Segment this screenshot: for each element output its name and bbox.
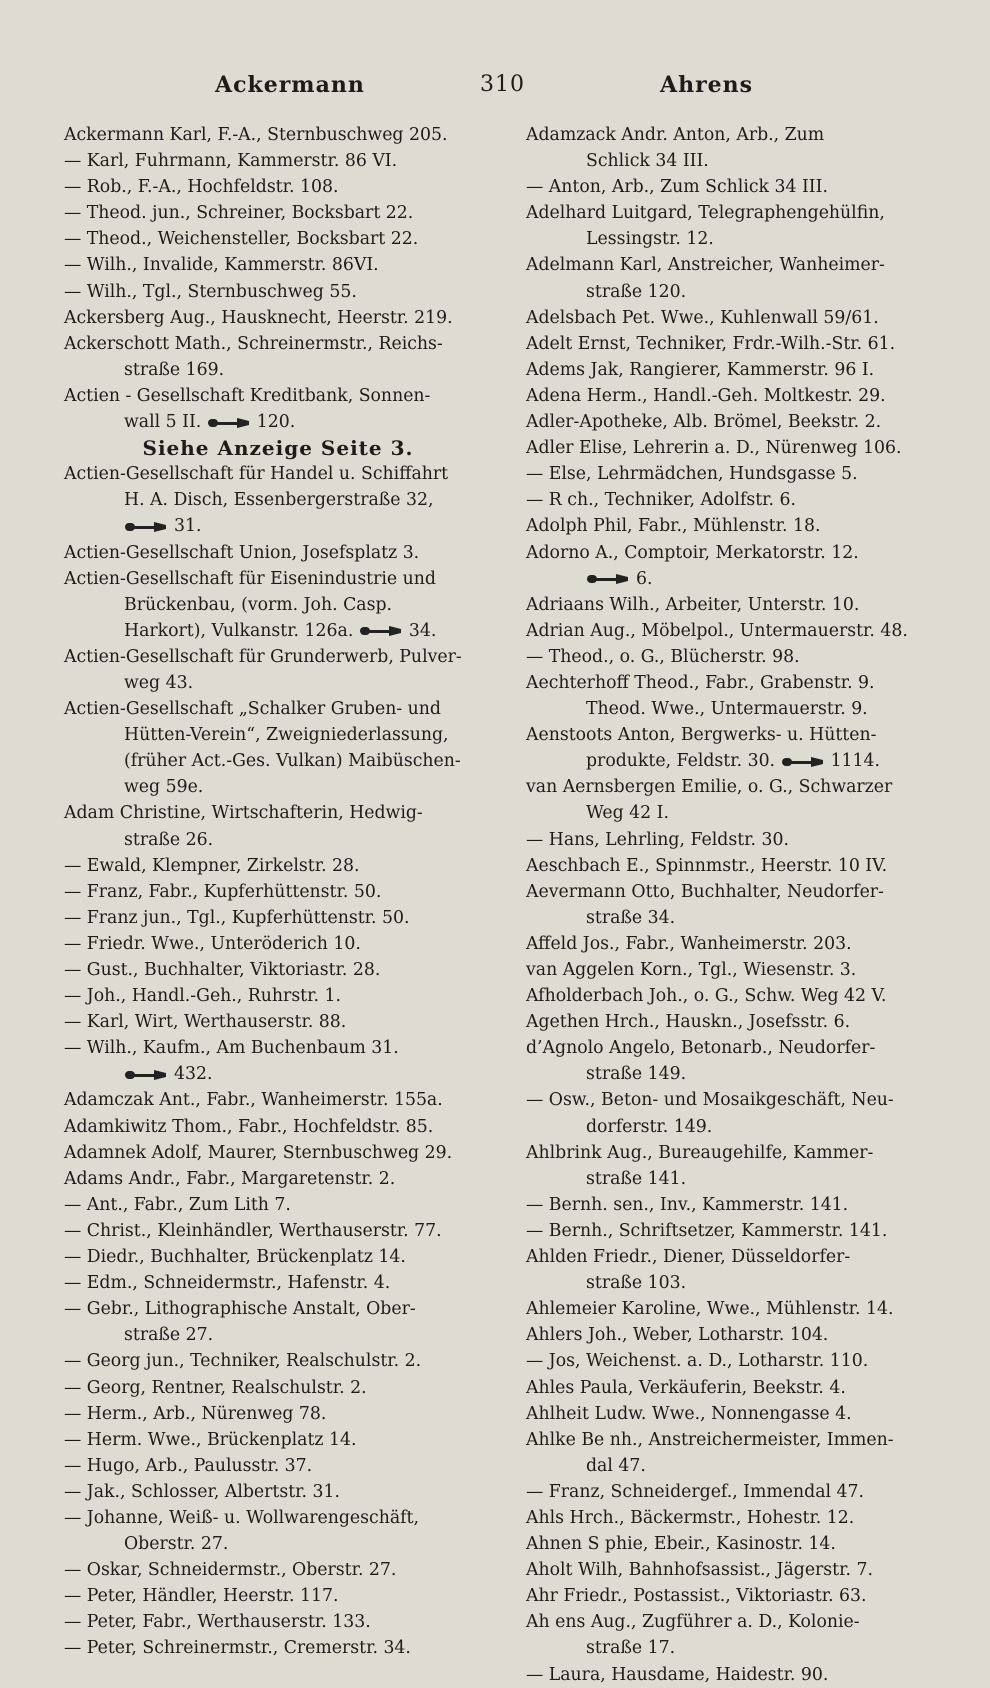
- directory-entry: [526, 1635, 954, 1661]
- directory-entry: [64, 592, 492, 618]
- directory-entry: [64, 1140, 492, 1166]
- directory-entry: [526, 148, 954, 174]
- directory-entry: [64, 1087, 492, 1113]
- directory-entry: [64, 540, 492, 566]
- entry-text: — Laura, Hausdame, Haidestr. 90.: [526, 1664, 829, 1685]
- directory-entry: [526, 409, 954, 435]
- entry-text: Harkort), Vulkanstr. 126a.: [124, 620, 354, 641]
- directory-entry: [64, 279, 492, 305]
- entry-text: Adler-Apotheke, Alb. Brömel, Beekstr. 2.: [526, 412, 882, 433]
- directory-entry: [64, 305, 492, 331]
- entry-text: — Theod., Weichensteller, Bocksbart 22.: [64, 229, 419, 250]
- directory-entry: [526, 122, 954, 148]
- directory-entry: [64, 722, 492, 748]
- directory-entry: [64, 148, 492, 174]
- directory-entry: [526, 853, 954, 879]
- entry-text: — Friedr. Wwe., Unteröderich 10.: [64, 933, 361, 954]
- entry-text: Adamkiwitz Thom., Fabr., Hochfeldstr. 85.: [64, 1116, 434, 1137]
- entry-text: dal 47.: [586, 1455, 646, 1476]
- directory-entry: [64, 1296, 492, 1322]
- directory-entry: [526, 200, 954, 226]
- entry-text: — Franz, Fabr., Kupferhüttenstr. 50.: [64, 881, 382, 902]
- entry-text: — Franz, Schneidergef., Immendal 47.: [526, 1481, 865, 1502]
- directory-entry: [526, 1348, 954, 1374]
- directory-entry: [526, 174, 954, 200]
- directory-entry: [64, 1531, 492, 1557]
- phone-number: 1114.: [830, 751, 881, 772]
- phone-number: 31.: [174, 516, 202, 537]
- directory-entry: [526, 1244, 954, 1270]
- page-number: 310: [480, 72, 525, 97]
- directory-entry: [64, 331, 492, 357]
- entry-text: Ahles Paula, Verkäuferin, Beekstr. 4.: [526, 1377, 846, 1398]
- entry-text: Ackermann Karl, F.-A., Sternbuschweg 205.: [64, 125, 448, 145]
- directory-entry: [526, 383, 954, 409]
- entry-text: Adler Elise, Lehrerin a. D., Nürenweg 106.: [526, 438, 902, 459]
- directory-entry: [64, 409, 492, 435]
- entry-text: — Peter, Händler, Heerstr. 117.: [64, 1586, 339, 1607]
- directory-entry: [526, 1009, 954, 1035]
- directory-entry: [64, 1348, 492, 1374]
- entry-text: — Jos, Weichenst. a. D., Lotharstr. 110.: [526, 1351, 869, 1372]
- entry-text: Ackerschott Math., Schreinermstr., Reichs-: [64, 333, 443, 354]
- directory-entry: [526, 592, 954, 618]
- directory-entry: [64, 1375, 492, 1401]
- entry-text: Agethen Hrch., Hauskn., Josefsstr. 6.: [526, 1012, 851, 1033]
- phone-number: 34.: [408, 620, 437, 641]
- directory-entry: [526, 618, 954, 644]
- entry-text: dorferstr. 149.: [586, 1116, 713, 1137]
- directory-entry: [526, 1453, 954, 1479]
- directory-entry: [526, 1479, 954, 1505]
- directory-entry: [64, 1218, 492, 1244]
- entry-text: Actien - Gesellschaft Kreditbank, Sonnen-: [64, 385, 431, 406]
- directory-entry: [526, 1166, 954, 1192]
- entry-text: van Aernsbergen Emilie, o. G., Schwarzer: [526, 777, 893, 798]
- entry-text: Actien-Gesellschaft Union, Josefsplatz 3.: [64, 542, 420, 563]
- directory-entry: [64, 1557, 492, 1583]
- directory-entry: [64, 957, 492, 983]
- entry-text: — Else, Lehrmädchen, Hundsgasse 5.: [526, 464, 858, 485]
- directory-entry: [526, 513, 954, 539]
- directory-entry: [526, 279, 954, 305]
- entry-text: — Oskar, Schneidermstr., Oberstr. 27.: [64, 1560, 397, 1581]
- entry-text: — Gebr., Lithographische Anstalt, Ober-: [64, 1299, 416, 1320]
- entry-text: — Ewald, Klempner, Zirkelstr. 28.: [64, 855, 360, 876]
- entry-text: H. A. Disch, Essenbergerstraße 32,: [124, 490, 434, 511]
- directory-entry: [64, 1453, 492, 1479]
- directory-entry: [64, 226, 492, 252]
- directory-entry: [526, 1035, 954, 1061]
- entry-text: Ahlers Joh., Weber, Lotharstr. 104.: [526, 1325, 829, 1346]
- entry-text: — Anton, Arb., Zum Schlick 34 III.: [526, 177, 828, 198]
- entry-text: Theod. Wwe., Untermauerstr. 9.: [586, 699, 868, 720]
- entry-text: straße 34.: [586, 907, 676, 928]
- directory-entry: [64, 1609, 492, 1635]
- directory-entry: [526, 566, 954, 592]
- directory-entry: [64, 1166, 492, 1192]
- phone-number: 432.: [174, 1064, 213, 1085]
- entry-text: Actien-Gesellschaft für Handel u. Schiffahrt: [64, 464, 449, 485]
- directory-entry: [526, 1296, 954, 1322]
- entry-text: — Herm., Arb., Nürenweg 78.: [64, 1403, 327, 1424]
- directory-entry: [64, 1270, 492, 1296]
- directory-entry: [64, 1583, 492, 1609]
- telephone-icon: [781, 755, 825, 769]
- entry-text: — Edm., Schneidermstr., Hafenstr. 4.: [64, 1273, 391, 1294]
- entry-text: Adems Jak, Rangierer, Kammerstr. 96 I.: [526, 359, 875, 380]
- directory-entry: [526, 644, 954, 670]
- directory-entry: [64, 879, 492, 905]
- directory-entry: [64, 252, 492, 278]
- directory-entry: [526, 827, 954, 853]
- entry-text: Ahls Hrch., Bäckermstr., Hohestr. 12.: [526, 1507, 855, 1528]
- directory-entry: [526, 1531, 954, 1557]
- entry-text: Adolph Phil, Fabr., Mühlenstr. 18.: [526, 516, 821, 537]
- directory-entry: [64, 644, 492, 670]
- telephone-icon: [124, 520, 168, 534]
- entry-text: Schlick 34 III.: [586, 151, 709, 172]
- entry-text: — Johanne, Weiß- u. Wollwarengeschäft,: [64, 1507, 419, 1528]
- telephone-icon: [586, 572, 630, 586]
- entry-text: Afholderbach Joh., o. G., Schw. Weg 42 V.: [526, 986, 887, 1007]
- entry-text: straße 120.: [586, 281, 687, 302]
- entry-text: Affeld Jos., Fabr., Wanheimerstr. 203.: [526, 933, 852, 954]
- entry-text: Ackersberg Aug., Hausknecht, Heerstr. 219.: [64, 307, 453, 328]
- entry-text: Adams Andr., Fabr., Margaretenstr. 2.: [64, 1168, 396, 1189]
- directory-entry: [64, 800, 492, 826]
- advert-reference: [64, 435, 492, 461]
- entry-text: Weg 42 I.: [586, 803, 669, 824]
- telephone-icon: [359, 624, 403, 638]
- directory-entry: [64, 383, 492, 409]
- entry-text: Adam Christine, Wirtschafterin, Hedwig-: [64, 803, 423, 824]
- entry-text: Adamczak Ant., Fabr., Wanheimerstr. 155a.: [64, 1090, 443, 1111]
- entry-text: — Hans, Lehrling, Feldstr. 30.: [526, 829, 789, 850]
- directory-entry: [526, 1270, 954, 1296]
- directory-entry: [526, 435, 954, 461]
- entry-text: Ahlheit Ludw. Wwe., Nonnengasse 4.: [526, 1403, 852, 1424]
- running-header-left: Ackermann: [215, 72, 365, 98]
- directory-entry: [64, 357, 492, 383]
- directory-entry: [526, 1609, 954, 1635]
- directory-entry: [64, 1322, 492, 1348]
- entry-text: Adelt Ernst, Techniker, Frdr.-Wilh.-Str. 61.: [526, 333, 896, 354]
- directory-entry: [526, 1583, 954, 1609]
- directory-entry: [64, 122, 492, 148]
- directory-entry: [64, 1427, 492, 1453]
- entry-text: — R ch., Techniker, Adolfstr. 6.: [526, 490, 797, 511]
- entry-text: Actien-Gesellschaft „Schalker Gruben- und: [64, 699, 441, 720]
- entry-text: Ahlden Friedr., Diener, Düsseldorfer-: [526, 1247, 851, 1268]
- directory-entry: [526, 983, 954, 1009]
- entry-text: straße 103.: [586, 1273, 687, 1294]
- telephone-icon: [124, 1068, 168, 1082]
- directory-entry: [64, 1035, 492, 1061]
- entry-text: Adamzack Andr. Anton, Arb., Zum: [526, 125, 825, 145]
- entry-text: Adena Herm., Handl.-Geh. Moltkestr. 29.: [526, 385, 886, 406]
- directory-entry: [526, 1427, 954, 1453]
- directory-entry: [64, 487, 492, 513]
- entry-text: Aeschbach E., Spinnmstr., Heerstr. 10 IV.: [526, 855, 888, 876]
- entry-text: produkte, Feldstr. 30.: [586, 751, 776, 772]
- entry-text: Actien-Gesellschaft für Grunderwerb, Pulver-: [64, 646, 462, 667]
- entry-text: — Peter, Fabr., Werthauserstr. 133.: [64, 1612, 371, 1633]
- entry-text: Ahlemeier Karoline, Wwe., Mühlenstr. 14.: [526, 1299, 894, 1320]
- directory-entry: [526, 1087, 954, 1113]
- entry-text: — Karl, Fuhrmann, Kammerstr. 86 VI.: [64, 151, 398, 172]
- entry-text: — Bernh. sen., Inv., Kammerstr. 141.: [526, 1194, 849, 1215]
- entry-text: — Peter, Schreinermstr., Cremerstr. 34.: [64, 1638, 411, 1659]
- entry-text: — Karl, Wirt, Werthauserstr. 88.: [64, 1012, 347, 1033]
- entry-text: (früher Act.-Ges. Vulkan) Maibüschen-: [124, 751, 461, 772]
- directory-entry: [64, 1401, 492, 1427]
- directory-entry: [526, 774, 954, 800]
- entry-text: — Bernh., Schriftsetzer, Kammerstr. 141.: [526, 1220, 888, 1241]
- directory-entry: [526, 800, 954, 826]
- entry-text: straße 149.: [586, 1064, 687, 1085]
- entry-text: Actien-Gesellschaft für Eisenindustrie und: [64, 568, 436, 589]
- directory-entry: [526, 1218, 954, 1244]
- directory-entry: [64, 670, 492, 696]
- entry-text: — Theod. jun., Schreiner, Bocksbart 22.: [64, 203, 414, 224]
- directory-entry: [526, 305, 954, 331]
- directory-entry: [526, 1557, 954, 1583]
- directory-entry: [526, 879, 954, 905]
- entry-text: Adrian Aug., Möbelpol., Untermauerstr. 48.: [526, 620, 908, 641]
- entry-text: — Wilh., Kaufm., Am Buchenbaum 31.: [64, 1038, 399, 1059]
- entry-text: — Hugo, Arb., Paulusstr. 37.: [64, 1455, 313, 1476]
- entry-text: Ah ens Aug., Zugführer a. D., Kolonie-: [526, 1612, 860, 1633]
- directory-entry: [526, 487, 954, 513]
- directory-entry: [64, 461, 492, 487]
- entry-text: straße 141.: [586, 1168, 687, 1189]
- entry-text: weg 59e.: [124, 777, 204, 798]
- directory-entry: [526, 1192, 954, 1218]
- entry-text: straße 26.: [124, 829, 214, 850]
- entry-text: — Georg jun., Techniker, Realschulstr. 2.: [64, 1351, 422, 1372]
- entry-text: Hütten-Verein“, Zweigniederlassung,: [124, 725, 449, 746]
- entry-text: Ahlke Be nh., Anstreichermeister, Immen-: [526, 1429, 894, 1450]
- directory-entry: [64, 696, 492, 722]
- entry-text: straße 27.: [124, 1325, 214, 1346]
- directory-entry: [64, 513, 492, 539]
- directory-entry: [526, 1375, 954, 1401]
- directory-entry: [64, 1479, 492, 1505]
- entry-text: weg 43.: [124, 672, 194, 693]
- directory-entry: [526, 722, 954, 748]
- entry-text: Brückenbau, (vorm. Joh. Casp.: [124, 594, 393, 615]
- entry-text: — Osw., Beton- und Mosaikgeschäft, Neu-: [526, 1090, 894, 1111]
- entry-text: straße 169.: [124, 359, 225, 380]
- entry-text: Aenstoots Anton, Bergwerks- u. Hütten-: [526, 725, 877, 746]
- entry-text: — Christ., Kleinhändler, Werthauserstr. 77.: [64, 1220, 442, 1241]
- phone-number: 120.: [256, 412, 296, 433]
- entry-text: — Jak., Schlosser, Albertstr. 31.: [64, 1481, 340, 1502]
- entry-text: Adelsbach Pet. Wwe., Kuhlenwall 59/61.: [526, 307, 879, 328]
- entry-text: d’Agnolo Angelo, Betonarb., Neudorfer-: [526, 1038, 876, 1059]
- entry-text: Adriaans Wilh., Arbeiter, Unterstr. 10.: [526, 594, 860, 615]
- entry-text: — Franz jun., Tgl., Kupferhüttenstr. 50.: [64, 907, 410, 928]
- directory-entry: [64, 566, 492, 592]
- directory-entry: [526, 1061, 954, 1087]
- entry-text: — Joh., Handl.-Geh., Ruhrstr. 1.: [64, 986, 341, 1007]
- entry-text: — Herm. Wwe., Brückenplatz 14.: [64, 1429, 357, 1450]
- directory-entry: [526, 670, 954, 696]
- telephone-icon: [207, 416, 251, 430]
- directory-entry: [526, 226, 954, 252]
- directory-entry: [526, 905, 954, 931]
- entry-text: Ahlbrink Aug., Bureaugehilfe, Kammer-: [526, 1142, 874, 1163]
- entry-text: — Wilh., Invalide, Kammerstr. 86VI.: [64, 255, 379, 276]
- directory-entry: [526, 357, 954, 383]
- directory-entry: [64, 748, 492, 774]
- directory-entry: [64, 618, 492, 644]
- entry-text: Siehe Anzeige Seite 3.: [142, 436, 414, 461]
- directory-entry: [64, 983, 492, 1009]
- directory-entry: [526, 931, 954, 957]
- directory-entry: [526, 696, 954, 722]
- entry-text: Ahr Friedr., Postassist., Viktoriastr. 63.: [526, 1586, 867, 1607]
- directory-entry: [64, 1061, 492, 1087]
- directory-entry: [64, 931, 492, 957]
- left-column: [64, 122, 492, 1662]
- entry-text: van Aggelen Korn., Tgl., Wiesenstr. 3.: [526, 960, 857, 980]
- right-column: [526, 122, 954, 1688]
- running-header-right: Ahrens: [660, 72, 754, 98]
- directory-entry: [64, 905, 492, 931]
- entry-text: Adelmann Karl, Anstreicher, Wanheimer-: [526, 255, 885, 276]
- directory-entry: [526, 331, 954, 357]
- directory-entry: [526, 1505, 954, 1531]
- directory-entry: [64, 1244, 492, 1270]
- entry-text: — Wilh., Tgl., Sternbuschweg 55.: [64, 281, 357, 302]
- entry-text: wall 5 II.: [124, 412, 202, 433]
- directory-entry: [526, 1322, 954, 1348]
- directory-entry: [64, 1635, 492, 1661]
- directory-entry: [64, 853, 492, 879]
- directory-entry: [64, 774, 492, 800]
- directory-entry: [64, 174, 492, 200]
- directory-entry: [64, 1192, 492, 1218]
- entry-text: — Diedr., Buchhalter, Brückenplatz 14.: [64, 1247, 406, 1268]
- entry-text: straße 17.: [586, 1638, 676, 1659]
- entry-text: Adorno A., Comptoir, Merkatorstr. 12.: [526, 542, 859, 563]
- entry-text: — Georg, Rentner, Realschulstr. 2.: [64, 1377, 367, 1398]
- directory-entry: [64, 1505, 492, 1531]
- directory-entry: [526, 540, 954, 566]
- entry-text: — Rob., F.-A., Hochfeldstr. 108.: [64, 177, 339, 198]
- directory-entry: [526, 1662, 954, 1688]
- entry-text: Oberstr. 27.: [124, 1534, 229, 1555]
- phone-number: 6.: [636, 568, 653, 589]
- directory-entry: [526, 957, 954, 983]
- directory-entry: [64, 1114, 492, 1140]
- directory-entry: [64, 827, 492, 853]
- directory-entry: [526, 461, 954, 487]
- directory-entry: [526, 252, 954, 278]
- directory-entry: [526, 748, 954, 774]
- entry-text: — Gust., Buchhalter, Viktoriastr. 28.: [64, 960, 381, 980]
- entry-text: Aevermann Otto, Buchhalter, Neudorfer-: [526, 881, 884, 902]
- entry-text: Aholt Wilh, Bahnhofsassist., Jägerstr. 7.: [526, 1560, 873, 1581]
- entry-text: — Theod., o. G., Blücherstr. 98.: [526, 646, 800, 667]
- directory-entry: [64, 200, 492, 226]
- entry-text: Adamnek Adolf, Maurer, Sternbuschweg 29.: [64, 1142, 453, 1163]
- directory-entry: [64, 1009, 492, 1035]
- entry-text: Aechterhoff Theod., Fabr., Grabenstr. 9.: [526, 672, 875, 693]
- directory-entry: [526, 1114, 954, 1140]
- entry-text: Lessingstr. 12.: [586, 229, 714, 250]
- directory-entry: [526, 1140, 954, 1166]
- entry-text: — Ant., Fabr., Zum Lith 7.: [64, 1194, 291, 1215]
- entry-text: Adelhard Luitgard, Telegraphengehülfin,: [526, 203, 885, 224]
- directory-entry: [526, 1401, 954, 1427]
- entry-text: Ahnen S phie, Ebeir., Kasinostr. 14.: [526, 1534, 836, 1555]
